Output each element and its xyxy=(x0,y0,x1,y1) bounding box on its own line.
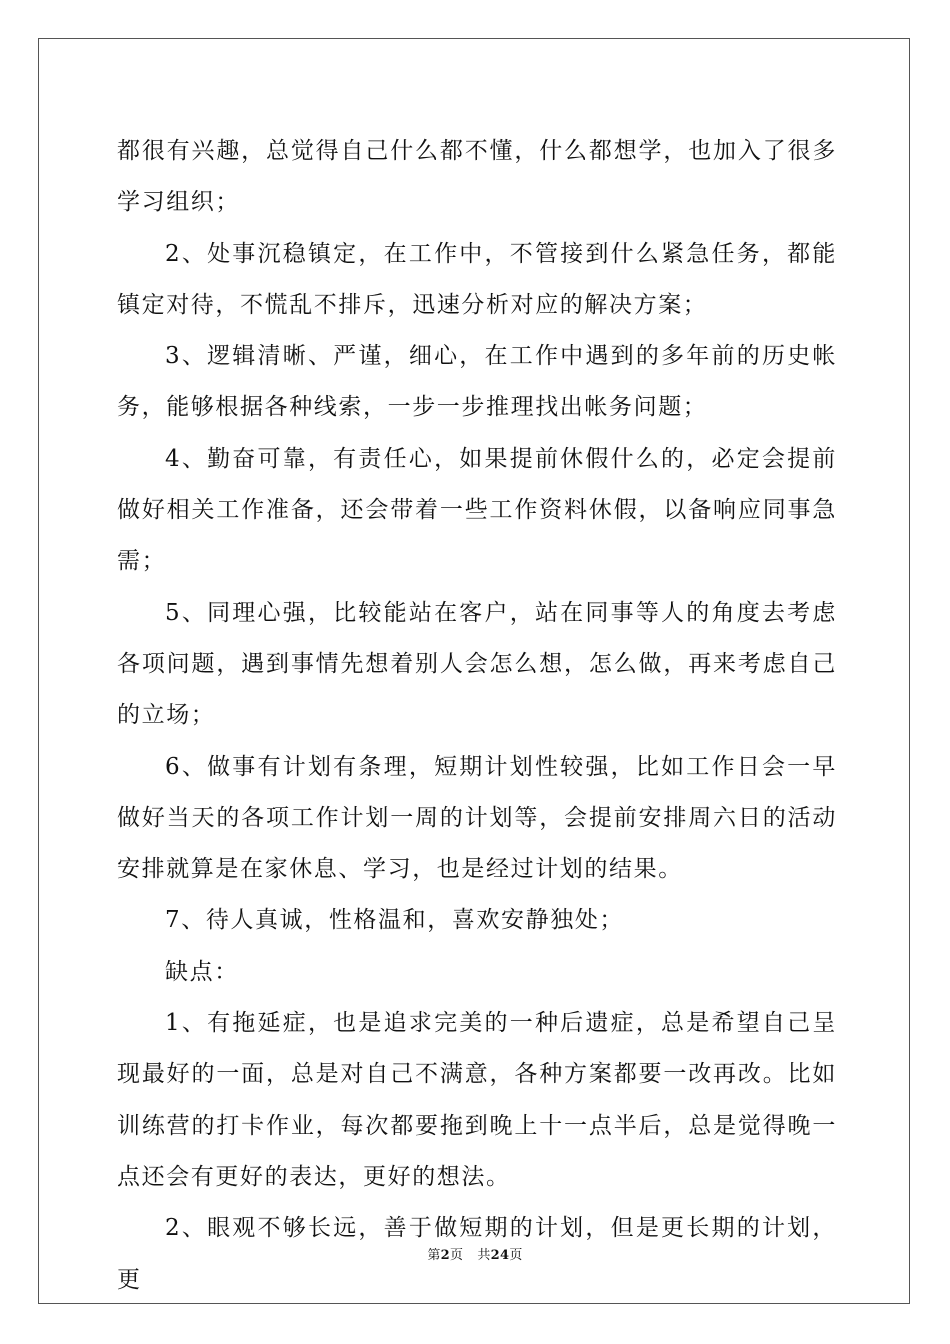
paragraph: 6、做事有计划有条理，短期计划性较强，比如工作日会一早做好当天的各项工作计划一周的计划等，会提前安排周六日的活动安排就算是在家休息、学习，也是经过计划的结果。 xyxy=(117,753,837,883)
paragraph: 2、眼观不够长远，善于做短期的计划，但是更长期的计划，更 xyxy=(117,1215,837,1293)
section-heading: 缺点： xyxy=(165,958,239,985)
total-prefix: 共 xyxy=(477,1248,491,1263)
paragraph: 5、同理心强，比较能站在客户，站在同事等人的角度去考虑各项问题，遇到事情先想着别人会怎么想，怎么做，再来考虑自己的立场； xyxy=(117,599,837,729)
paragraph: 1、有拖延症，也是追求完美的一种后遗症，总是希望自己呈现最好的一面，总是对自己不满意，各种方案都要一改再改。比如训练营的打卡作业，每次都要拖到晚上十一点半后，总是觉得晚一点还会有更好的表达，更好的想法。 xyxy=(117,1010,837,1190)
paragraph: 7、待人真诚，性格温和，喜欢安静独处； xyxy=(165,907,625,934)
total-suffix: 页 xyxy=(509,1248,523,1263)
paragraph: 3、逻辑清晰、严谨，细心，在工作中遇到的多年前的历史帐务，能够根据各种线索，一步一步推理找出帐务问题； xyxy=(117,343,837,421)
page-suffix: 页 xyxy=(450,1248,464,1263)
document-body xyxy=(117,126,837,1306)
total-pages: 24 xyxy=(490,1248,510,1263)
paragraph: 都很有兴趣，总觉得自己什么都不懂，什么都想学，也加入了很多学习组织； xyxy=(117,138,837,216)
paragraph: 2、处事沉稳镇定，在工作中，不管接到什么紧急任务，都能镇定对待，不慌乱不排斥，迅速分析对应的解决方案； xyxy=(117,240,837,318)
page-number: 2 xyxy=(440,1248,451,1263)
page-footer xyxy=(0,1248,950,1264)
page-prefix: 第 xyxy=(427,1248,441,1263)
paragraph: 4、勤奋可靠，有责任心，如果提前休假什么的，必定会提前做好相关工作准备，还会带着一些工作资料休假，以备响应同事急需； xyxy=(117,445,837,575)
